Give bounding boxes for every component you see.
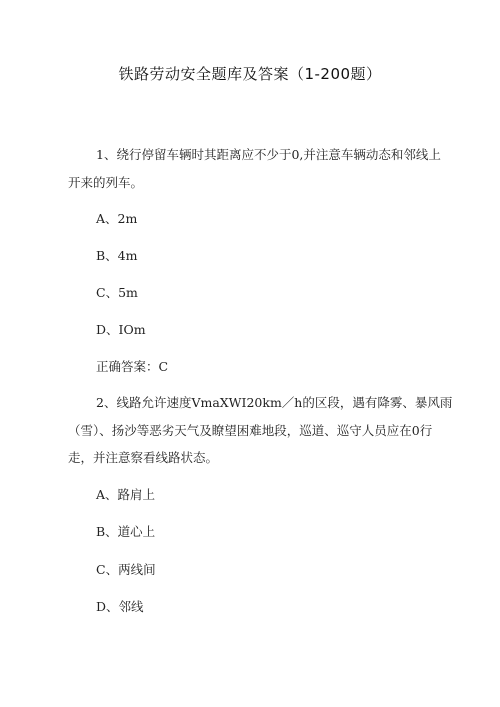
question-2-option-b: B、道心上 <box>96 524 156 539</box>
question-1-answer: 正确答案：C <box>96 359 169 374</box>
question-1-option-a: A、2m <box>96 211 138 226</box>
question-1-text-line-2: 开来的列车。 <box>68 175 144 190</box>
question-2-option-c: C、两线间 <box>96 562 156 577</box>
question-1-option-d: D、IOm <box>96 322 146 337</box>
question-1-option-c: C、5m <box>96 285 138 300</box>
question-2-text-line-2: （雪）、扬沙等恶劣天气及瞭望困难地段，巡道、巡守人员应在0行 <box>68 423 433 438</box>
question-2-option-d: D、邻线 <box>96 599 144 614</box>
question-2-option-a: A、路肩上 <box>96 487 156 502</box>
question-1-text-line-1: 1、绕行停留车辆时其距离应不少于0,并注意车辆动态和邻线上 <box>96 147 441 162</box>
question-2-text-line-3: 走，并注意察看线路状态。 <box>68 450 219 465</box>
question-1-option-b: B、4m <box>96 248 138 263</box>
question-2-text-line-1: 2、线路允许速度VmaXWI20km／h的区段，遇有降雾、暴风雨 <box>96 395 453 410</box>
document-title: 铁路劳动安全题库及答案（1-200题） <box>118 65 382 83</box>
